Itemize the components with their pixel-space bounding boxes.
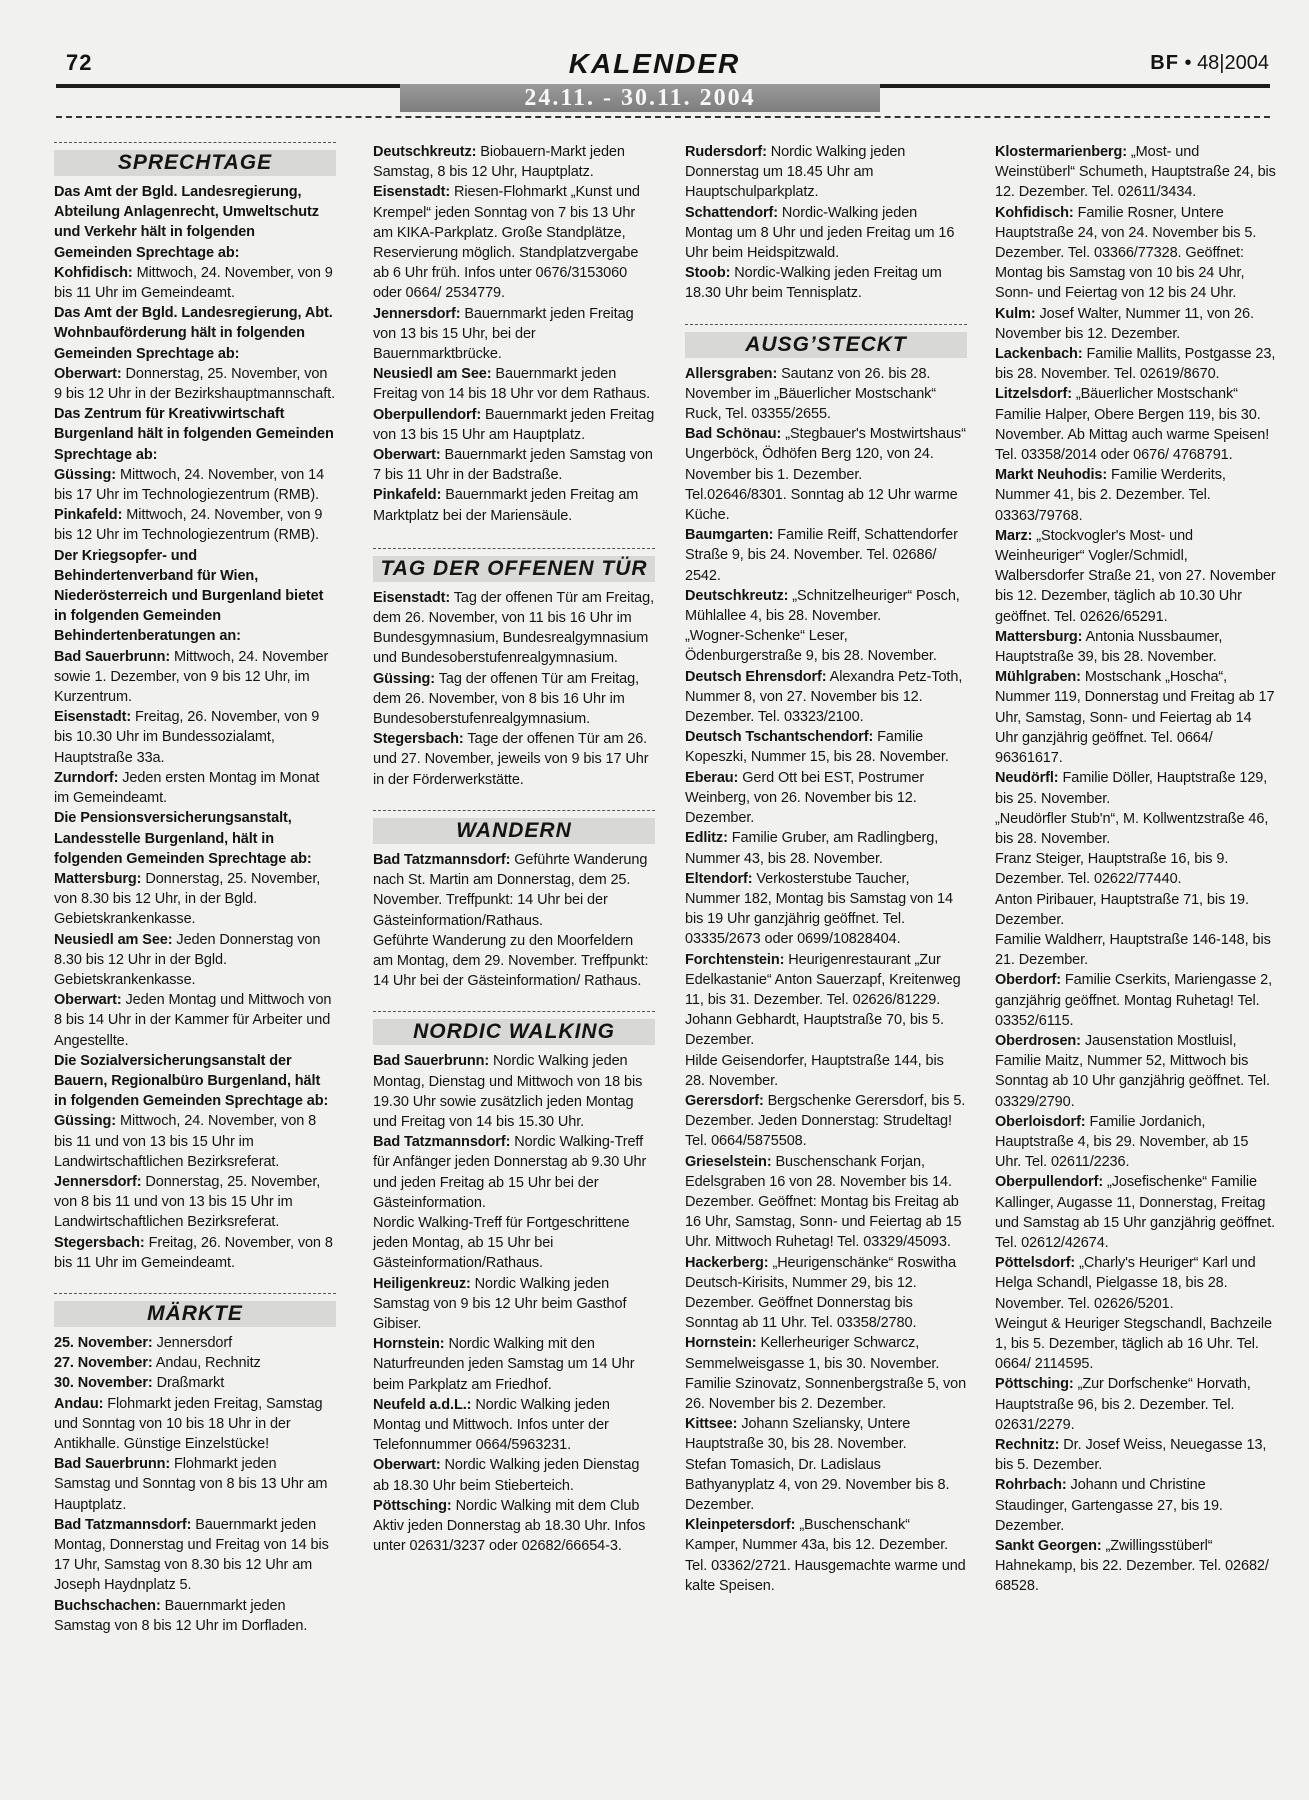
calendar-entry: Lackenbach: Familie Mallits, Postgasse 23, bis 28. November. Tel. 02619/8670. xyxy=(995,346,1276,383)
calendar-entry: Oberwart: Nordic Walking jeden Dienstag ab 18.30 Uhr beim Stieberteich. xyxy=(373,1457,640,1494)
calendar-entry: Bad Tatzmannsdorf: Bauernmarkt jeden Montag, Donnerstag und Freitag von 14 bis 17 Uhr, Samstag von 8.30 bis 12 Uhr am Joseph Haydnplatz 5. xyxy=(54,1516,329,1594)
calendar-entry: Stegersbach: Tage der offenen Tür am 26. und 27. November, jeweils von 9 bis 17 Uhr in der Förderwerkstätte. xyxy=(373,731,649,788)
calendar-entry: Mattersburg: Antonia Nussbaumer, Hauptstraße 39, bis 28. November. xyxy=(995,628,1223,666)
calendar-entry: Forchtenstein: Heurigenrestaurant „Zur Edelkastanie“ Anton Sauerzapf, Kreitenweg 11, bis 31. Dezember. Tel. 02626/81229. xyxy=(685,951,961,1008)
calendar-entry: Familie Szinovatz, Sonnenbergstraße 5, von 26. November bis 2. Dezember. xyxy=(685,1375,967,1412)
calendar-entry: Mühlgraben: Mostschank „Hoscha“, Nummer 119, Donnerstag und Freitag ab 17 Uhr, Samstag, Sonn- und Feiertag ab 14 Uhr ganzjährig geöffnet. Tel. 0664/ 96361617. xyxy=(995,669,1275,767)
calendar-entry: Jennersdorf: Donnerstag, 25. November, von 8 bis 11 und von 13 bis 15 Uhr im Landwirtschaftlichen Bezirksreferat. xyxy=(54,1173,321,1231)
calendar-entry: Edlitz: Familie Gruber, am Radlingberg, Nummer 43, bis 28. November. xyxy=(685,830,939,867)
calendar-entry: Mattersburg: Donnerstag, 25. November, von 8.30 bis 12 Uhr, in der Bgld. Gebietskrankenkasse. xyxy=(54,870,321,928)
calendar-entry: Oberwart: Jeden Montag und Mittwoch von 8 bis 14 Uhr in der Kammer für Arbeiter und Angestellte. xyxy=(54,992,332,1049)
issue-separator: • xyxy=(1184,52,1192,74)
calendar-entry: Kohfidisch: Mittwoch, 24. November, von 9 bis 11 Uhr im Gemeindeamt. xyxy=(54,264,333,302)
calendar-entry: Güssing: Mittwoch, 24. November, von 8 bis 11 und von 13 bis 15 Uhr im Landwirtschaftlichen Bezirksreferat. xyxy=(54,1113,317,1170)
intro-paragraph: Das Amt der Bgld. Landesregierung, Abteilung Anlagenrecht, Umweltschutz und Verkehr hält in folgenden Gemeinden Sprechtage ab: xyxy=(54,184,319,261)
column-1 xyxy=(54,142,336,1636)
calendar-entry: Marz: „Stockvogler's Most- und Weinheuriger“ Vogler/Schmidl, Walbersdorfer Straße 21, von 27. November bis 12. Dezember, täglich ab 10.30 Uhr geöffnet. Tel. 02626/65291. xyxy=(995,527,1276,625)
calendar-entry: Deutsch Tschantschendorf: Familie Kopeszki, Nummer 15, bis 28. November. xyxy=(685,729,949,766)
calendar-entry: Zurndorf: Jeden ersten Montag im Monat im Gemeindeamt. xyxy=(54,769,320,807)
calendar-entry: Deutschkreutz: Biobauern-Markt jeden Samstag, 8 bis 12 Uhr, Hauptplatz. xyxy=(373,144,625,181)
calendar-entry: Bad Sauerbrunn: Nordic Walking jeden Montag, Dienstag und Mittwoch von 18 bis 19.30 Uhr sowie zusätzlich jeden Montag und Freitag von 14 bis 15.30 Uhr. xyxy=(373,1053,643,1130)
calendar-entry: Hackerberg: „Heurigenschänke“ Roswitha Deutsch-Kirisits, Nummer 29, bis 12. Dezember. Geöffnet Donnerstag bis Sonntag ab 11 Uhr. Tel. 03358/2780. xyxy=(685,1254,957,1332)
section-heading-maerkte: MÄRKTE xyxy=(54,1293,336,1330)
calendar-entry: Kohfidisch: Familie Rosner, Untere Hauptstraße 24, von 24. November bis 5. Dezember. Tel. 03366/77328. Geöffnet: Montag bis Samstag von 10 bis 24 Uhr, Sonn- und Feiertag von 12 bis 24 Uhr. xyxy=(995,204,1257,302)
calendar-entry: 30. November: Draßmarkt xyxy=(54,1375,225,1392)
calendar-entry: Rechnitz: Dr. Josef Weiss, Neuegasse 13, bis 5. Dezember. xyxy=(995,1437,1267,1474)
calendar-entry: Schattendorf: Nordic-Walking jeden Montag um 8 Uhr und jeden Freitag um 16 Uhr beim Heidspitzwald. xyxy=(685,204,955,262)
calendar-entry: Stefan Tomasich, Dr. Ladislaus Bathyanyplatz 4, von 29. November bis 8. Dezember. xyxy=(685,1456,950,1513)
calendar-entry: Pöttsching: „Zur Dorfschenke“ Horvath, Hauptstraße 96, bis 2. Dezember. Tel. 02631/2279. xyxy=(995,1376,1251,1433)
intro-paragraph: Die Sozialversicherungsanstalt der Bauern, Regionalbüro Burgenland, hält in folgenden Gemeinden Sprechtage ab: xyxy=(54,1052,329,1110)
page-header xyxy=(0,0,1309,120)
calendar-entry: „Wogner-Schenke“ Leser, Ödenburgerstraße 9, bis 28. November. xyxy=(685,628,937,665)
calendar-entry: Stegersbach: Freitag, 26. November, von 8 bis 11 Uhr im Gemeindeamt. xyxy=(54,1234,333,1271)
calendar-entry: Markt Neuhodis: Familie Werderits, Nummer 41, bis 2. Dezember. Tel. 03363/79768. xyxy=(995,467,1226,524)
intro-paragraph: Der Kriegsopfer- und Behindertenverband für Wien, Niederösterreich und Burgenland bietet in folgenden Gemeinden Behindertenberatungen an: xyxy=(54,547,324,645)
calendar-entry: Kittsee: Johann Szeliansky, Untere Hauptstraße 30, bis 28. November. xyxy=(685,1416,911,1453)
issue-number: 48|2004 xyxy=(1197,52,1269,74)
section-heading-ausgsteckt: AUSG’STECKT xyxy=(685,324,967,361)
page-title: KALENDER xyxy=(568,48,741,79)
calendar-entry: Gerersdorf: Bergschenke Gerersdorf, bis 5. Dezember. Jeden Donnerstag: Strudeltag! Tel. 0664/5875508. xyxy=(685,1092,966,1150)
calendar-entry: Bad Schönau: „Stegbauer's Mostwirtshaus“ Ungerböck, Ödhöfen Berg 120, von 24. November bis 1. Dezember. Tel.02646/8301. Sonntag ab 12 Uhr warme Küche. xyxy=(685,426,966,524)
calendar-entry: Johann Gebhardt, Hauptstraße 70, bis 5. Dezember. xyxy=(685,1012,944,1049)
header-dash-divider xyxy=(56,116,1270,118)
calendar-entry: Hornstein: Nordic Walking mit den Naturfreunden jeden Samstag um 14 Uhr beim Parkplatz am Friedhof. xyxy=(373,1336,635,1393)
calendar-entry: Güssing: Mittwoch, 24. November, von 14 bis 17 Uhr im Technologiezentrum (RMB). xyxy=(54,466,325,504)
calendar-entry: Oberloisdorf: Familie Jordanich, Hauptstraße 4, bis 29. November, ab 15 Uhr. Tel. 02611/2236. xyxy=(995,1113,1249,1171)
calendar-entry: Anton Piribauer, Hauptstraße 71, bis 19. Dezember. xyxy=(995,891,1249,928)
calendar-entry: Stoob: Nordic-Walking jeden Freitag um 18.30 Uhr beim Tennisplatz. xyxy=(685,265,942,302)
calendar-entry: Pöttsching: Nordic Walking mit dem Club Aktiv jeden Donnerstag ab 18.30 Uhr. Infos unter 02631/3237 oder 02682/66654-3. xyxy=(373,1497,646,1555)
magazine-name: BF xyxy=(1150,52,1179,74)
calendar-entry: Franz Steiger, Hauptstraße 16, bis 9. Dezember. Tel. 02622/77440. xyxy=(995,851,1229,888)
calendar-entry: Bad Tatzmannsdorf: Nordic Walking-Treff für Anfänger jeden Donnerstag ab 9.30 Uhr und jeden Freitag ab 15 Uhr bei der Gästeinformation. xyxy=(373,1134,647,1211)
calendar-entry: Deutsch Ehrensdorf: Alexandra Petz-Toth, Nummer 8, von 27. November bis 12. Dezember. Tel. 03323/2100. xyxy=(685,668,963,726)
calendar-entry: Eisenstadt: Riesen-Flohmarkt „Kunst und Krempel“ jeden Sonntag von 7 bis 13 Uhr am KIKA-Parkplatz. Große Standplätze, Reservierung möglich. Standplatzvergabe ab 6 Uhr früh. Infos unter 0676/3153060 oder 0664/ 2534779. xyxy=(373,184,640,302)
calendar-entry: Andau: Flohmarkt jeden Freitag, Samstag und Sonntag von 10 bis 18 Uhr in der Antikhalle. Günstige Einzelstücke! xyxy=(54,1395,323,1452)
calendar-entry: Heiligenkreuz: Nordic Walking jeden Samstag von 9 bis 12 Uhr beim Gasthof Gibiser. xyxy=(373,1275,627,1332)
section-heading-tag-der-offenen-tuer: TAG DER OFFENEN TÜR xyxy=(373,548,655,585)
calendar-entry: Buchschachen: Bauernmarkt jeden Samstag von 8 bis 12 Uhr im Dorfladen. xyxy=(54,1597,308,1634)
date-range: 24.11. - 30.11. 2004 xyxy=(400,84,880,112)
section-heading-wandern: WANDERN xyxy=(373,810,655,847)
calendar-entry: 27. November: Andau, Rechnitz xyxy=(54,1355,261,1372)
calendar-entry: Jennersdorf: Bauernmarkt jeden Freitag von 13 bis 15 Uhr, bei der Bauernmarktbrücke. xyxy=(373,305,634,363)
calendar-entry: Familie Waldherr, Hauptstraße 146-148, bis 21. Dezember. xyxy=(995,931,1271,969)
calendar-entry: Güssing: Tag der offenen Tür am Freitag, dem 26. November, von 8 bis 16 Uhr im Bundesoberstufenrealgymnasium. xyxy=(373,670,639,728)
intro-paragraph: Das Zentrum für Kreativwirtschaft Burgenland hält in folgenden Gemeinden Sprechtage ab: xyxy=(54,406,334,463)
calendar-entry: „Neudörfler Stub'n“, M. Kollwentzstraße 46, bis 28. November. xyxy=(995,810,1269,847)
calendar-entry: Oberpullendorf: „Josefischenke“ Familie Kallinger, Augasse 11, Donnerstag, Freitag und Samstag ab 15 Uhr ganzjährig geöffnet. Tel. 02612/42674. xyxy=(995,1174,1276,1251)
calendar-entry: Oberdorf: Familie Cserkits, Mariengasse 2, ganzjährig geöffnet. Montag Ruhetag! Tel. 03352/6115. xyxy=(995,972,1273,1029)
column-4 xyxy=(995,142,1277,1597)
calendar-entry: Rudersdorf: Nordic Walking jeden Donnerstag um 18.45 Uhr am Hauptschulparkplatz. xyxy=(685,144,906,201)
issue-info xyxy=(1150,52,1269,75)
calendar-entry: 25. November: Jennersdorf xyxy=(54,1334,233,1351)
page-number: 72 xyxy=(66,50,93,75)
calendar-entry: Neusiedl am See: Bauernmarkt jeden Freitag von 14 bis 18 Uhr vor dem Rathaus. xyxy=(373,366,651,403)
calendar-entry: Eisenstadt: Freitag, 26. November, von 9 bis 10.30 Uhr im Bundessozialamt, Hauptstraße 33a. xyxy=(54,709,320,766)
calendar-entry: Eberau: Gerd Ott bei EST, Postrumer Weinberg, von 26. November bis 12. Dezember. xyxy=(685,769,925,827)
calendar-entry: Allersgraben: Sautanz von 26. bis 28. November im „Bäuerlicher Mostschank“ Ruck, Tel. 03355/2655. xyxy=(685,365,937,423)
calendar-entry: Litzelsdorf: „Bäuerlicher Mostschank“ Familie Halper, Obere Bergen 119, bis 30. November. Ab Mittag auch warme Speisen! Tel. 03358/2014 oder 0676/ 4768791. xyxy=(995,386,1270,464)
calendar-entry: Rohrbach: Johann und Christine Staudinger, Gartengasse 27, bis 19. Dezember. xyxy=(995,1477,1223,1534)
calendar-entry: Sankt Georgen: „Zwillingsstüberl“ Hahnekamp, bis 22. Dezember. Tel. 02682/ 68528. xyxy=(995,1538,1269,1595)
calendar-entry: Eisenstadt: Tag der offenen Tür am Freitag, dem 26. November, von 11 bis 16 Uhr im Bundesgymnasium, Bundesrealgymnasium und Bundesoberstufenrealgymnasium. xyxy=(373,589,655,667)
calendar-entry: Pöttelsdorf: „Charly's Heuriger“ Karl und Helga Schandl, Pielgasse 18, bis 28. November. Tel. 02626/5201. xyxy=(995,1255,1256,1312)
calendar-entry: Bad Sauerbrunn: Mittwoch, 24. November sowie 1. Dezember, von 9 bis 12 Uhr, im Kurzentrum. xyxy=(54,648,329,706)
calendar-entry: Hornstein: Kellerheuriger Schwarcz, Semmelweisgasse 1, bis 30. November. xyxy=(685,1335,940,1372)
intro-paragraph: Die Pensionsversicherungsanstalt, Landesstelle Burgenland, hält in folgenden Gemeinden Sprechtage ab: xyxy=(54,810,312,867)
column-2 xyxy=(373,142,655,1556)
column-3 xyxy=(685,142,967,1596)
calendar-entry: Kulm: Josef Walter, Nummer 11, von 26. November bis 12. Dezember. xyxy=(995,305,1254,342)
calendar-entry: Nordic Walking-Treff für Fortgeschrittene jeden Montag, ab 15 Uhr bei Gästeinformation/Rathaus. xyxy=(373,1214,630,1272)
calendar-entry: Neufeld a.d.L.: Nordic Walking jeden Montag und Mittwoch. Infos unter der Telefonnummer 0664/5963231. xyxy=(373,1396,610,1454)
calendar-entry: Deutschkreutz: „Schnitzelheuriger“ Posch, Mühlallee 4, bis 28. November. xyxy=(685,587,960,625)
calendar-entry: Grieselstein: Buschenschank Forjan, Edelsgraben 16 von 28. November bis 14. Dezember. Geöffnet: Montag bis Freitag ab 16 Uhr, Samstag, Sonn- und Feiertag ab 15 Uhr. Mittwoch Ruhetag! Tel. 03329/45093. xyxy=(685,1153,962,1251)
calendar-entry: Bad Tatzmannsdorf: Geführte Wanderung nach St. Martin am Donnerstag, dem 25. November. Treffpunkt: 14 Uhr bei der Gästeinformation/Rathaus. xyxy=(373,851,648,929)
calendar-entry: Geführte Wanderung zu den Moorfeldern am Montag, dem 29. November. Treffpunkt: 14 Uhr bei der Gästeinformation/ Rathaus. xyxy=(373,932,649,990)
calendar-entry: Oberpullendorf: Bauernmarkt jeden Freitag von 13 bis 15 Uhr am Hauptplatz. xyxy=(373,406,655,443)
calendar-entry: Neudörfl: Familie Döller, Hauptstraße 129, bis 25. November. xyxy=(995,770,1268,807)
calendar-entry: Baumgarten: Familie Reiff, Schattendorfer Straße 9, bis 24. November. Tel. 02686/ 2542. xyxy=(685,527,958,584)
calendar-entry: Oberwart: Bauernmarkt jeden Samstag von 7 bis 11 Uhr in der Badstraße. xyxy=(373,447,653,484)
intro-paragraph: Das Amt der Bgld. Landesregierung, Abt. Wohnbauförderung hält in folgenden Gemeinden Sprechtage ab: xyxy=(54,305,333,362)
section-heading-sprechtage: SPRECHTAGE xyxy=(54,142,336,179)
calendar-entry: Pinkafeld: Mittwoch, 24. November, von 9 bis 12 Uhr im Technologiezentrum (RMB). xyxy=(54,507,323,544)
calendar-entry: Pinkafeld: Bauernmarkt jeden Freitag am Marktplatz bei der Mariensäule. xyxy=(373,487,639,524)
calendar-entry: Eltendorf: Verkosterstube Taucher, Nummer 182, Montag bis Samstag von 14 bis 19 Uhr ganzjährig geöffnet. Tel. 03335/2673 oder 0699/10828404. xyxy=(685,870,953,948)
calendar-entry: Bad Sauerbrunn: Flohmarkt jeden Samstag und Sonntag von 8 bis 13 Uhr am Hauptplatz. xyxy=(54,1456,328,1513)
calendar-entry: Kleinpetersdorf: „Buschenschank“ Kamper, Nummer 43a, bis 12. Dezember. Tel. 03362/2721. Hausgemachte warme und kalte Speisen. xyxy=(685,1517,966,1594)
calendar-entry: Klostermarienberg: „Most- und Weinstüberl“ Schumeth, Hauptstraße 24, bis 12. Dezember. Tel. 02611/3434. xyxy=(995,144,1276,201)
calendar-entry: Hilde Geisendorfer, Hauptstraße 144, bis 28. November. xyxy=(685,1052,944,1089)
calendar-entry: Weingut & Heuriger Stegschandl, Bachzeile 1, bis 5. Dezember, täglich ab 16 Uhr. Tel. 0664/ 2114595. xyxy=(995,1315,1272,1373)
section-heading-nordic-walking: NORDIC WALKING xyxy=(373,1011,655,1048)
calendar-entry: Oberdrosen: Jausenstation Mostluisl, Familie Maitz, Nummer 52, Mittwoch bis Sonntag ab 10 Uhr ganzjährig geöffnet. Tel. 03329/2790. xyxy=(995,1032,1270,1110)
calendar-entry: Oberwart: Donnerstag, 25. November, von 9 bis 12 Uhr in der Bezirkshauptmannschaft. xyxy=(54,365,336,403)
calendar-entry: Neusiedl am See: Jeden Donnerstag von 8.30 bis 12 Uhr in der Bgld. Gebietskrankenkasse. xyxy=(54,931,321,988)
